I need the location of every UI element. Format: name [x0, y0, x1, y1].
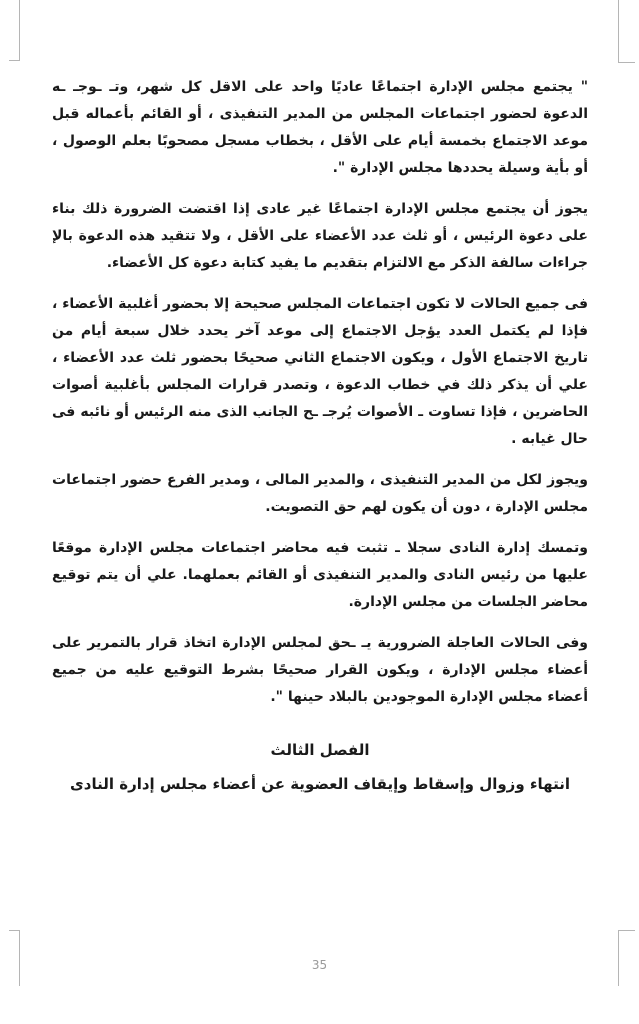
crop-mark-top-left: [9, 0, 20, 61]
paragraph-4: ويجوز لكل من المدير التنفيذى ، والمدير المالى ، ومدير الفرع حضور اجتماعات مجلس الإدارة ، دون أن يكون لهم حق التصويت.: [52, 472, 588, 515]
paragraph-1: " يجتمع مجلس الإدارة اجتماعًا عاديًا واحد على الاقل كل شهر، وتـ ـوجـ ـه الدعوة لحضور اجتماعات المجلس من المدير التنفيذى ، أو القائم بأعماله قبل موعد الاجتماع بخمسة أيام على الأقل ، بخطاب مسجل مصحوبًا بعلم الوصول ، أو بأية وسيلة يحددها مجلس الإدارة ".: [52, 79, 588, 176]
chapter-heading: الفصل الثالث: [270, 741, 370, 759]
paragraph-5: وتمسك إدارة النادى سجلا ـ تثبت فيه محاضر اجتماعات مجلس الإدارة موقعًا عليها من رئيس النادى والمدير التنفيذى أو القائم بعملهما. علي أن يتم توقيع محاضر الجلسات من مجلس الإدارة.: [52, 540, 588, 610]
paragraph-3: فى جميع الحالات لا تكون اجتماعات المجلس صحيحة إلا بحضور أغلبية الأعضاء ، فإذا لم يكتمل العدد يؤجل الاجتماع إلى موعد آخر يحدد خلال سبعة أيام من تاريخ الاجتماع الأول ، ويكون الاجتماع الثاني صحيحًا بحضور ثلث عدد الأعضاء ، علي أن يذكر ذلك في خطاب الدعوة ، وتصدر قرارات المجلس بأغلبية أصوات الحاضرين ، فإذا تساوت ـ الأصوات يُرجـ ـح الجانب الذى منه الرئيس أو نائبه فى حال غيابه .: [52, 296, 588, 447]
page-number: 35: [311, 958, 328, 972]
paragraph-6: وفى الحالات العاجلة الضرورية يـ ـحق لمجلس الإدارة اتخاذ قرار بالتمرير على أعضاء مجلس الإدارة ، ويكون القرار صحيحًا بشرط التوقيع عليه من جميع أعضاء مجلس الإدارة الموجودين بالبلاد حينها ".: [52, 635, 588, 705]
page-body: [52, 74, 588, 797]
paragraph-2: يجوز أن يجتمع مجلس الإدارة اجتماعًا غير عادى إذا اقتضت الضرورة ذلك بناء على دعوة الرئيس ، أو ثلث عدد الأعضاء على الأقل ، ولا تتقيد هذه الدعوة بالإ جراءات سالفة الذكر مع الالتزام بتقديم ما يفيد كتابة دعوة كل الأعضاء.: [52, 201, 588, 271]
crop-mark-top-right: [618, 0, 635, 63]
chapter-title: انتهاء وزوال وإسقاط وإيقاف العضوية عن أعضاء مجلس إدارة النادى: [70, 775, 570, 793]
